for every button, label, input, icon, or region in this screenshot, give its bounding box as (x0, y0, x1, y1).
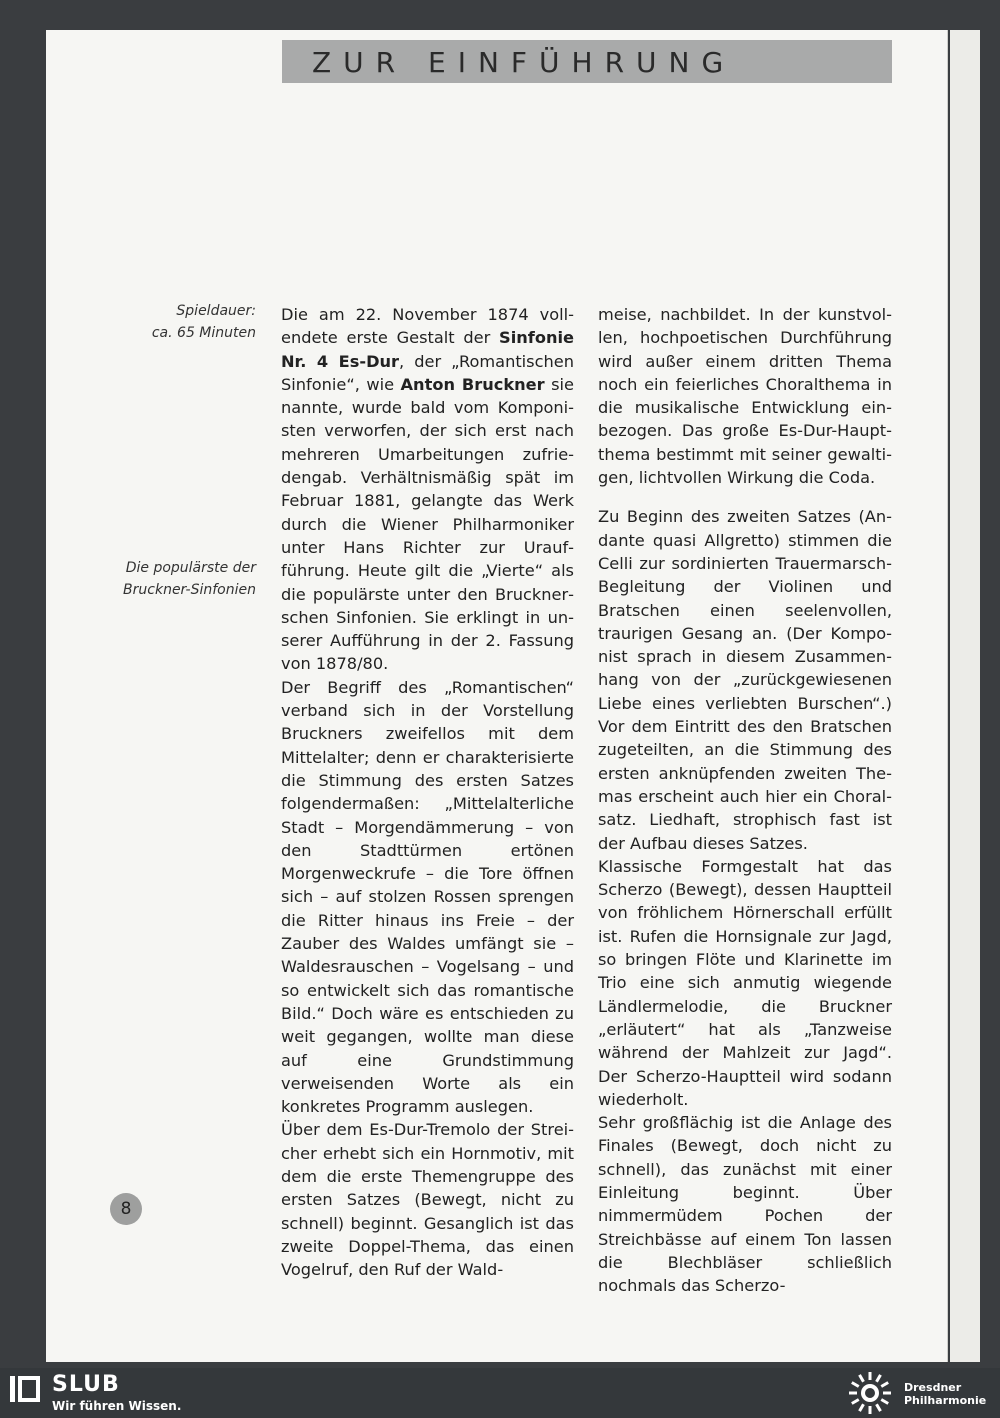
text-column-left (281, 303, 574, 1281)
paragraph (281, 303, 574, 676)
section-header (282, 40, 892, 83)
text-column-right (598, 303, 892, 1297)
popularity-note-line2: Bruckner-Sinfonien (123, 582, 256, 598)
duration-note (66, 300, 256, 344)
duration-label: Spieldauer: (176, 303, 256, 319)
text-run: sie nannte, wurde bald vom Komponisten verworfen, der sich erst nach mehreren Umarbeitungen zufriedengab. Verhältnismäßig spät im Februar 1881, gelangte das Werk durch die Wiener Philharmoniker unter Hans Richter zur Uraufführung. Heute gilt die „Vierte“ als die populärste unter den Brucknerschen Sinfonien. Sie erklingt in unserer Aufführung in der 2. Fassung von 1878/80. (281, 374, 574, 674)
partner-name-line1: Dresdner (904, 1381, 962, 1394)
footer-bar (0, 1368, 1000, 1418)
composer-name: Anton Bruckner (400, 374, 545, 394)
text-run: , der „Romantischen Sinfonie“, wie (281, 351, 574, 394)
partner-name-line2: Philharmonie (904, 1394, 987, 1407)
paragraph: Zu Beginn des zweiten Satzes (Andante quasi Allgretto) stimmen die Celli zur sordinierten Trauermarsch-Begleitung der Violinen und Bratschen einen seelenvollen, traurigen Gesang an. (Der Komponist sprach in diesem Zusammenhang von der „zurückgewiesenen Liebe eines verliebten Burschen“.) Vor dem Eintritt des den Bratschen zugeteilten, an die Stimmung des ersten anknüpfenden zweiten Themas erscheint auch hier ein Choralsatz. Liedhaft, strophisch fast ist der Aufbau dieses Satzes. (598, 507, 892, 853)
duration-value: ca. 65 Minuten (151, 325, 256, 341)
work-title: Sinfonie Nr. 4 Es-Dur (281, 328, 574, 371)
paragraph: meise, nachbildet. In der kunstvollen, hochpoetischen Durchführung wird außer einem dritten Thema noch ein feierliches Choralthema in die musikalische Entwicklung einbezogen. Das große Es-Dur-Hauptthema bestimmt mit seiner gewaltigen, lichtvollen Wirkung die Coda. (598, 305, 892, 488)
section-title: ZUR EINFÜHRUNG (312, 46, 736, 79)
text-run: Die am 22. November 1874 vollendete erste Gestalt der (281, 305, 574, 348)
paragraph: Klassische Formgestalt hat das Scherzo (Bewegt), dessen Hauptteil von fröhlichem Hörnerschall erfüllt ist. Rufen die Hornsignale zur Jagd, so bringen Flöte und Klarinette im Trio eine sich anmutig wiegende Ländlermelodie, die Bruckner „erläutert“ hat als „Tanzweise während der Mahlzeit zur Jagd“. Der Scherzo-Hauptteil wird sodann wiederholt. (598, 856, 892, 1109)
library-claim: Wir führen Wissen. (52, 1399, 182, 1413)
paragraph: Sehr großflächig ist die Anlage des Finales (Bewegt, doch nicht zu schnell), das zunächst mit einer Einleitung beginnt. Über nimmermüdem Pochen der Streichbässe auf einem Ton lassen die Blechbläser schließlich nochmals das Scherzo- (598, 1113, 892, 1296)
library-name: SLUB (52, 1372, 120, 1397)
next-page-edge (950, 30, 980, 1362)
paragraph: Der Begriff des „Romantischen“ verband sich in der Vorstellung Bruckners zweifellos mit dem Mittelalter; denn er charakterisierte die Stimmung des ersten Satzes folgendermaßen: „Mittelalterliche Stadt – Morgendämmerung – von den Stadttürmen ertönen Morgenweckrufe – die Tore öffnen sich – auf stolzen Rossen sprengen die Ritter hinaus ins Freie – der Zauber des Waldes umfängt sie – Waldesrauschen – Vogelsang – und so entwickelt sich das romantische Bild.“ Doch wäre es entschieden zu weit gegangen, wollte man diese auf eine Grundstimmung verweisenden Worte als ein konkretes Programm auslegen. (281, 677, 574, 1117)
paragraph: Über dem Es-Dur-Tremolo der Streicher erhebt sich ein Hornmotiv, mit dem die erste Themengruppe des ersten Satzes (Bewegt, nicht zu schnell) beginnt. Gesanglich ist das zweite Doppel-Thema, das einen Vogelruf, den Ruf der Wald- (281, 1120, 574, 1280)
popularity-note-line1: Die populärste der (125, 560, 256, 576)
document-page (46, 30, 948, 1362)
page-number: 8 (110, 1193, 142, 1225)
philharmonie-logo-icon (846, 1371, 894, 1415)
slub-logo-icon (10, 1376, 40, 1402)
partner-name (904, 1381, 996, 1407)
popularity-note (66, 557, 256, 601)
